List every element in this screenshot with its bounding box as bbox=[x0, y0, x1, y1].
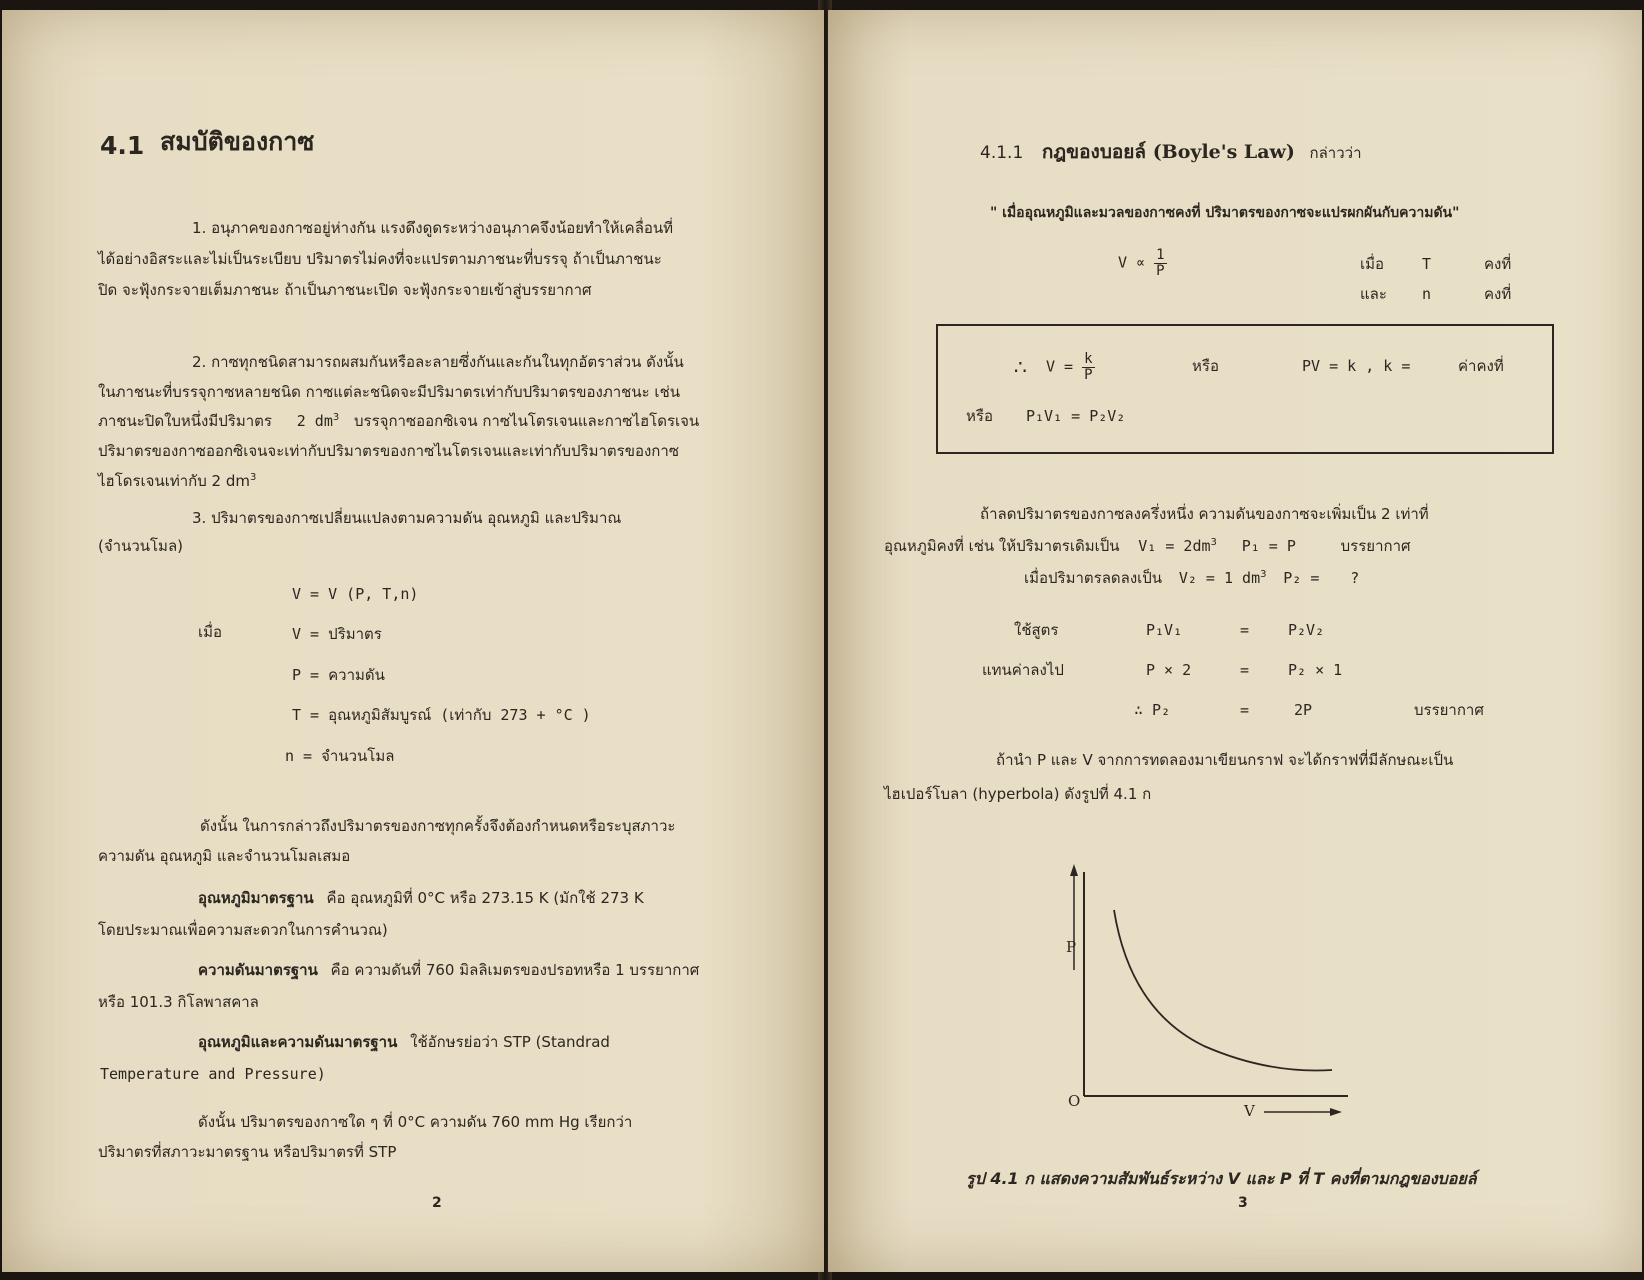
condition-1-value: คงที่ bbox=[1484, 255, 1512, 273]
calc-row-3-unit: บรรยากาศ bbox=[1414, 701, 1484, 719]
box-or-label-1: หรือ bbox=[1192, 357, 1219, 375]
calc-row-3-equals: = bbox=[1240, 701, 1250, 719]
paragraph-1-line-2: ได้อย่างอิสระและไม่เป็นระเบียบ ปริมาตรไม่คงที่จะแปรตามภาชนะที่บรรจุ ถ้าเป็นภาชนะ bbox=[98, 250, 662, 268]
standard-pressure-term: ความดันมาตรฐาน bbox=[198, 961, 318, 979]
example-line-3 bbox=[1024, 570, 1359, 587]
initial-volume: V₁ = 2dm bbox=[1138, 537, 1211, 555]
proportionality bbox=[1118, 248, 1167, 278]
standard-pressure-line-1 bbox=[198, 962, 699, 979]
paragraph-2-line-3-rest: บรรจุกาซออกซิเจน กาซไนโตรเจนและกาซไฮโดรเจน bbox=[354, 412, 700, 430]
equation-main: V = V (P, T,n) bbox=[292, 585, 419, 603]
example-line-3-text: เมื่อปริมาตรลดลงเป็น bbox=[1024, 569, 1163, 587]
volume-exponent: 3 bbox=[332, 412, 340, 423]
paragraph-1-line-3: ปิด จะฟุ้งกระจายเต็มภาชนะ ถ้าเป็นภาชนะเปิด จะฟุ้งกระจายเข้าสู่บรรยากาศ bbox=[98, 281, 592, 299]
definition-volume: V = ปริมาตร bbox=[292, 625, 382, 643]
box-or-label-2: หรือ bbox=[966, 407, 993, 425]
paragraph-1-line-1: 1. อนุภาคของกาซอยู่ห่างกัน แรงดึงดูดระหว่างอนุภาคจึงน้อยทำให้เคลื่อนที่ bbox=[192, 219, 674, 237]
calc-row-1-label: ใช้สูตร bbox=[1014, 621, 1059, 639]
origin-label: O bbox=[1068, 1092, 1081, 1110]
calc-row-3-rhs: 2P bbox=[1294, 701, 1313, 719]
paragraph-2-line-5-text: ไฮโดรเจนเท่ากับ 2 dm bbox=[98, 472, 250, 490]
stp-term: อุณหภูมิและความดันมาตรฐาน bbox=[198, 1033, 398, 1051]
graph-text-line-2: ไฮเปอร์โบลา (hyperbola) ดังรูปที่ 4.1 ก bbox=[884, 785, 1152, 803]
box-v-equals: V = bbox=[1046, 357, 1074, 376]
definition-pressure: P = ความดัน bbox=[292, 666, 385, 684]
box-fraction-denominator: P bbox=[1084, 366, 1093, 383]
paragraph-2-line-2: ในภาชนะที่บรรจุกาซหลายชนิด กาซแต่ละชนิดจะมีปริมาตรเท่ากับปริมาตรของภาชนะ เช่น bbox=[98, 383, 680, 401]
example-line-2-text: อุณหภูมิคงที่ เช่น ให้ปริมาตรเดิมเป็น bbox=[884, 537, 1120, 555]
boyle-law-graph bbox=[1028, 850, 1368, 1130]
initial-pressure: P₁ = P bbox=[1241, 537, 1296, 555]
definition-moles: n = จำนวนโมล bbox=[285, 747, 395, 765]
paragraph-3-line-2: (จำนวนโมล) bbox=[98, 537, 183, 555]
x-axis-label: V bbox=[1244, 1102, 1255, 1120]
condition-2-value: คงที่ bbox=[1484, 285, 1512, 303]
paragraph-2-line-4: ปริมาตรของกาซออกซิเจนจะเท่ากับปริมาตรของกาซไนโตรเจนและเท่ากับปริมาตรของกาซ bbox=[98, 442, 679, 460]
calc-row-1-lhs: P₁V₁ bbox=[1146, 621, 1183, 639]
box-equation-1 bbox=[1046, 352, 1095, 382]
paragraph-2-exponent: 3 bbox=[249, 472, 257, 483]
fraction-denominator: P bbox=[1156, 262, 1165, 279]
paragraph-5-line-1: ดังนั้น ปริมาตรของกาซใด ๆ ที่ 0°C ความดัน 760 mm Hg เรียกว่า bbox=[198, 1113, 633, 1131]
paragraph-5-line-2: ปริมาตรที่สภาวะมาตรฐาน หรือปริมาตรที่ STP bbox=[98, 1143, 397, 1161]
section-number: 4.1 bbox=[100, 131, 145, 160]
subsection-suffix: กล่าวว่า bbox=[1309, 144, 1362, 162]
paragraph-4-line-1: ดังนั้น ในการกล่าวถึงปริมาตรของกาซทุกครั้งจึงต้องกำหนดหรือระบุสภาวะ bbox=[200, 817, 676, 835]
standard-temperature-line-2: โดยประมาณเพื่อความสะดวกในการคำนวณ) bbox=[98, 921, 388, 939]
boyle-law-box bbox=[936, 324, 1554, 454]
standard-pressure-text: คือ ความดันที่ 760 มิลลิเมตรของปรอทหรือ 1 บรรยากาศ bbox=[330, 961, 700, 979]
page-number-left: 2 bbox=[432, 1195, 442, 1211]
right-page bbox=[828, 10, 1642, 1272]
standard-temperature-text: คือ อุณหภูมิที่ 0°C หรือ 273.15 K (มักใช้ 273 K bbox=[326, 889, 644, 907]
paragraph-3-line-1: 3. ปริมาตรของกาซเปลี่ยนแปลงตามความดัน อุณหภูมิ และปริมาณ bbox=[192, 509, 622, 527]
therefore-symbol: ∴ bbox=[1014, 355, 1027, 379]
calc-row-2-lhs: P × 2 bbox=[1146, 661, 1192, 679]
standard-temperature-line-1 bbox=[198, 890, 644, 907]
left-page bbox=[2, 10, 824, 1272]
initial-volume-exponent: 3 bbox=[1210, 537, 1217, 548]
subsection-title bbox=[980, 142, 1362, 163]
box-equation-2: P₁V₁ = P₂V₂ bbox=[1026, 407, 1126, 425]
figure-caption: รูป 4.1 ก แสดงความสัมพันธ์ระหว่าง V และ P ที่ T คงที่ตามกฎของบอยล์ bbox=[966, 1169, 1477, 1188]
stp-text: ใช้อักษรย่อว่า STP (Standrad bbox=[410, 1033, 610, 1051]
example-line-2 bbox=[884, 538, 1411, 555]
graph-text-line-1: ถ้านำ P และ V จากการทดลองมาเขียนกราฟ จะได้กราฟที่มีลักษณะเป็น bbox=[996, 751, 1454, 769]
standard-pressure-line-2: หรือ 101.3 กิโลพาสคาล bbox=[98, 993, 259, 1011]
calc-row-3-lhs: ∴ P₂ bbox=[1134, 701, 1171, 719]
proportionality-fraction bbox=[1154, 248, 1166, 278]
where-label: เมื่อ bbox=[198, 623, 223, 641]
condition-1-label: เมื่อ bbox=[1360, 255, 1385, 273]
volume-value: 2 dm bbox=[296, 412, 333, 430]
fraction-numerator: 1 bbox=[1156, 247, 1165, 263]
example-line-1: ถ้าลดปริมาตรของกาซลงครึ่งหนึ่ง ความดันของกาซจะเพิ่มเป็น 2 เท่าที่ bbox=[980, 505, 1429, 523]
initial-pressure-unit: บรรยากาศ bbox=[1340, 537, 1411, 555]
final-volume-exponent: 3 bbox=[1260, 569, 1267, 580]
box-constant-label: ค่าคงที่ bbox=[1458, 357, 1504, 375]
hyperbola-curve bbox=[1114, 910, 1332, 1071]
paragraph-4-line-2: ความดัน อุณหภูมิ และจำนวนโมลเสมอ bbox=[98, 847, 351, 865]
subsection-heading: กฎของบอยล์ (Boyle's Law) bbox=[1041, 141, 1295, 163]
definition-temperature: T = อุณหภูมิสัมบูรณ์ (เท่ากับ 273 + °C ) bbox=[292, 706, 591, 724]
paragraph-2-line-3-text: ภาชนะปิดใบหนึ่งมีปริมาตร bbox=[98, 412, 272, 430]
final-pressure-unknown: ? bbox=[1350, 569, 1360, 587]
condition-2-label: และ bbox=[1360, 285, 1387, 303]
calc-row-2-equals: = bbox=[1240, 661, 1250, 679]
calc-row-2-rhs: P₂ × 1 bbox=[1288, 661, 1343, 679]
boyle-law-statement: " เมื่ออุณหภูมิและมวลของกาซคงที่ ปริมาตรของกาซจะแปรผกผันกับความดัน" bbox=[990, 205, 1460, 221]
final-volume: V₂ = 1 dm bbox=[1178, 569, 1261, 587]
page-number-right: 3 bbox=[1238, 1195, 1248, 1211]
paragraph-2-line-3 bbox=[98, 413, 699, 430]
x-axis-arrow-head bbox=[1330, 1108, 1342, 1116]
box-fraction-numerator: k bbox=[1084, 351, 1093, 367]
box-pv-equation: PV = k , k = bbox=[1302, 357, 1411, 375]
calc-row-1-rhs: P₂V₂ bbox=[1288, 621, 1325, 639]
stp-line-2: Temperature and Pressure) bbox=[100, 1065, 326, 1083]
y-axis-arrow-head bbox=[1070, 864, 1078, 876]
condition-2-variable: n bbox=[1422, 285, 1432, 303]
condition-1-variable: T bbox=[1422, 255, 1432, 273]
calc-row-2-label: แทนค่าลงไป bbox=[982, 661, 1064, 679]
stp-line-1 bbox=[198, 1034, 610, 1051]
paragraph-2-line-1: 2. กาซทุกชนิดสามารถผสมกันหรือละลายซึ่งกันและกันในทุกอัตราส่วน ดังนั้น bbox=[192, 353, 684, 371]
box-fraction bbox=[1082, 352, 1094, 382]
paragraph-2-line-5 bbox=[98, 473, 256, 490]
final-pressure: P₂ = bbox=[1283, 569, 1320, 587]
subsection-number: 4.1.1 bbox=[980, 143, 1024, 163]
standard-temperature-term: อุณหภูมิมาตรฐาน bbox=[198, 889, 314, 907]
section-title: สมบัติของกาซ bbox=[160, 127, 315, 156]
proportionality-lhs: V ∝ bbox=[1118, 253, 1146, 272]
calc-row-1-equals: = bbox=[1240, 621, 1250, 639]
y-axis-label: P bbox=[1066, 938, 1077, 956]
